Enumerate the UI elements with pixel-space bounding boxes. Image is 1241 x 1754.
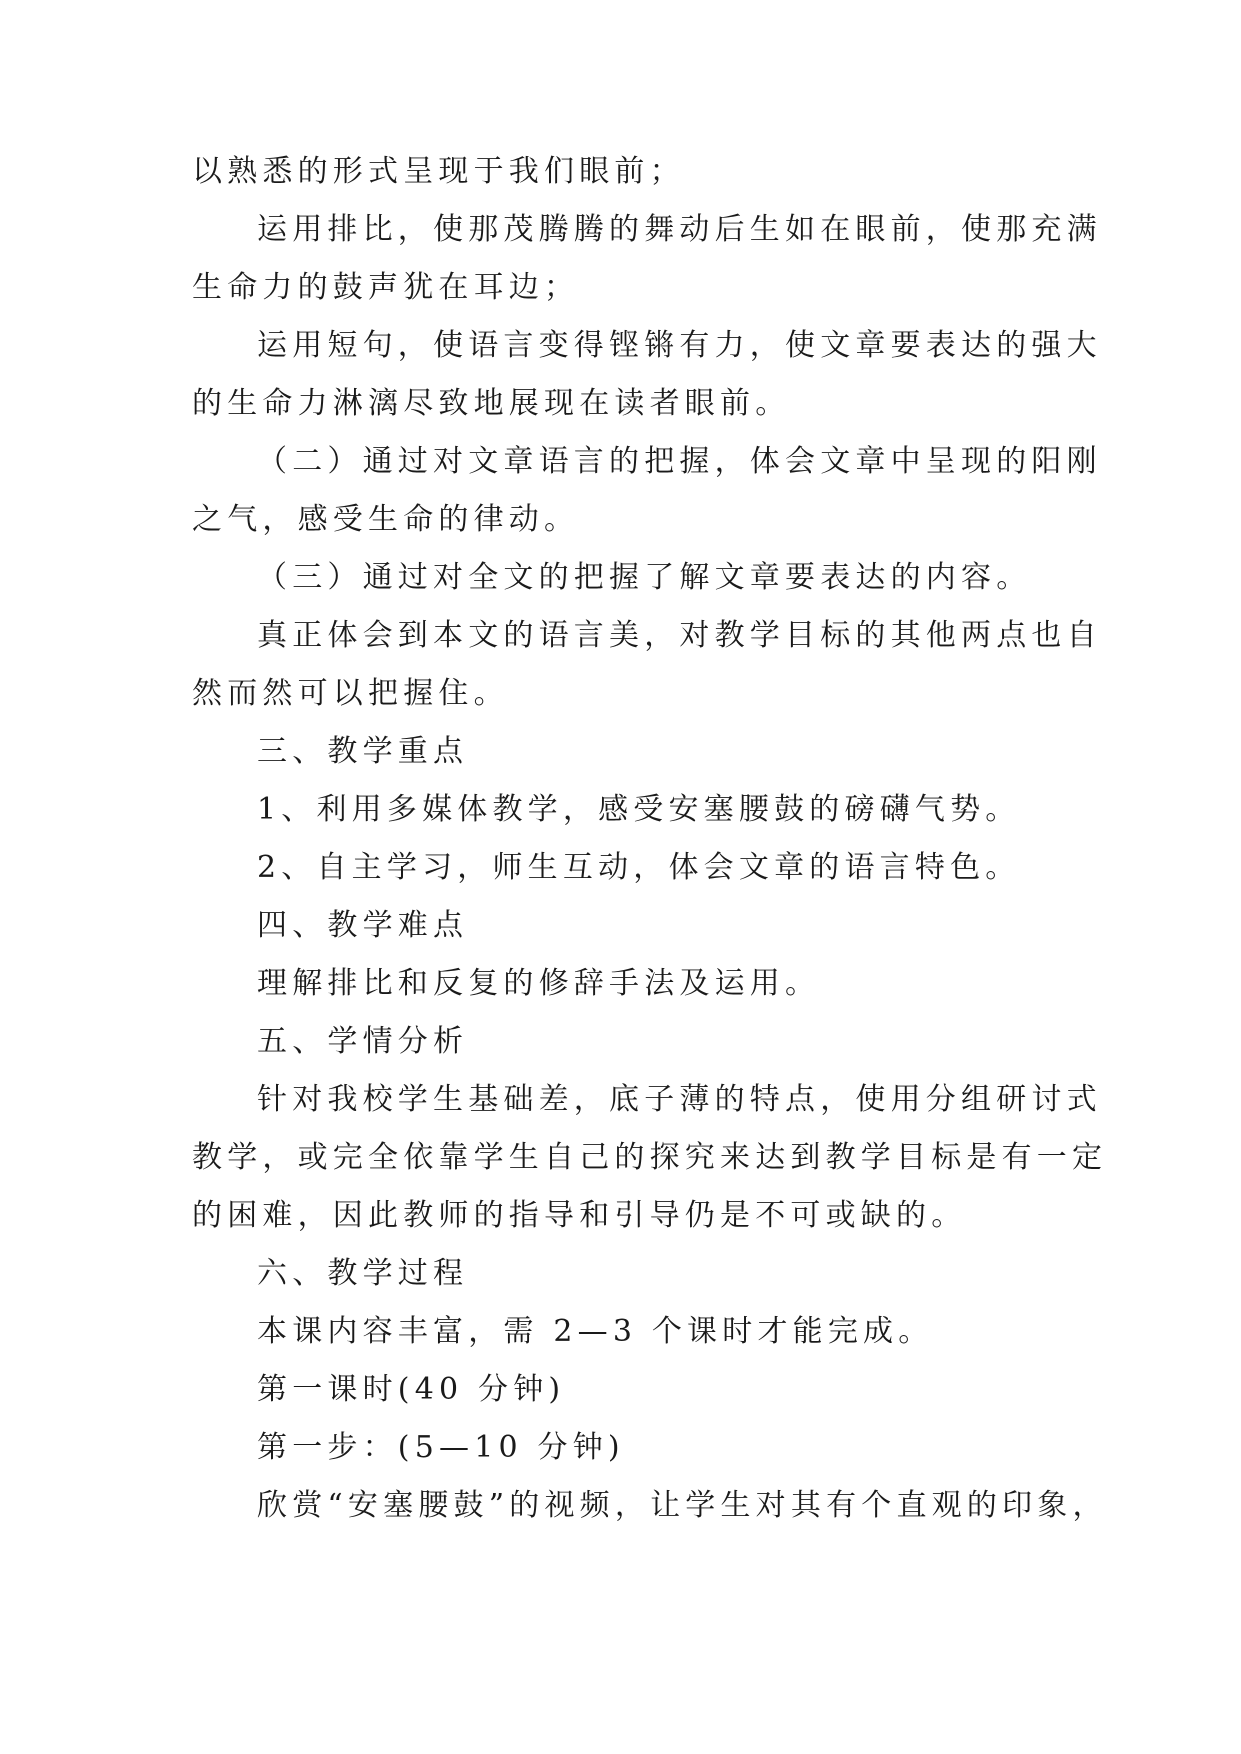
body-text-line: 运用排比，使那茂腾腾的舞动后生如在眼前，使那充满 xyxy=(257,212,1102,247)
body-text-line: 针对我校学生基础差，底子薄的特点，使用分组研讨式 xyxy=(257,1082,1102,1117)
body-text-line: 真正体会到本文的语言美，对教学目标的其他两点也自 xyxy=(257,618,1102,653)
body-text-line: （三）通过对全文的把握了解文章要表达的内容。 xyxy=(257,560,1032,595)
list-item: 2、自主学习，师生互动，体会文章的语言特色。 xyxy=(257,850,1021,885)
body-text-line: 然而然可以把握住。 xyxy=(192,676,509,711)
body-text-line: 的困难，因此教师的指导和引导仍是不可或缺的。 xyxy=(192,1198,967,1233)
list-item: 1、利用多媒体教学，感受安塞腰鼓的磅礴气势。 xyxy=(257,792,1021,827)
section-heading: 四、教学难点 xyxy=(257,908,469,943)
section-heading: 六、教学过程 xyxy=(257,1256,469,1291)
subsection-heading: 第一课时(40 分钟) xyxy=(257,1372,566,1407)
body-text-line: （二）通过对文章语言的把握，体会文章中呈现的阳刚 xyxy=(257,444,1102,479)
body-text-line: 本课内容丰富，需 2—3 个课时才能完成。 xyxy=(257,1314,934,1349)
body-text-line: 的生命力淋漓尽致地展现在读者眼前。 xyxy=(192,386,791,421)
body-text-line: 运用短句，使语言变得铿锵有力，使文章要表达的强大 xyxy=(257,328,1102,363)
step-heading: 第一步：(5—10 分钟) xyxy=(257,1430,625,1465)
body-text-line: 欣赏“安塞腰鼓”的视频，让学生对其有个直观的印象， xyxy=(257,1488,1108,1523)
body-text-line: 教学，或完全依靠学生自己的探究来达到教学目标是有一定 xyxy=(192,1140,1108,1175)
section-heading: 三、教学重点 xyxy=(257,734,469,769)
body-text-line: 生命力的鼓声犹在耳边； xyxy=(192,270,580,305)
body-text-line: 理解排比和反复的修辞手法及运用。 xyxy=(257,966,821,1001)
body-text-line: 之气，感受生命的律动。 xyxy=(192,502,580,537)
section-heading: 五、学情分析 xyxy=(257,1024,469,1059)
body-text-line: 以熟悉的形式呈现于我们眼前； xyxy=(192,154,685,189)
